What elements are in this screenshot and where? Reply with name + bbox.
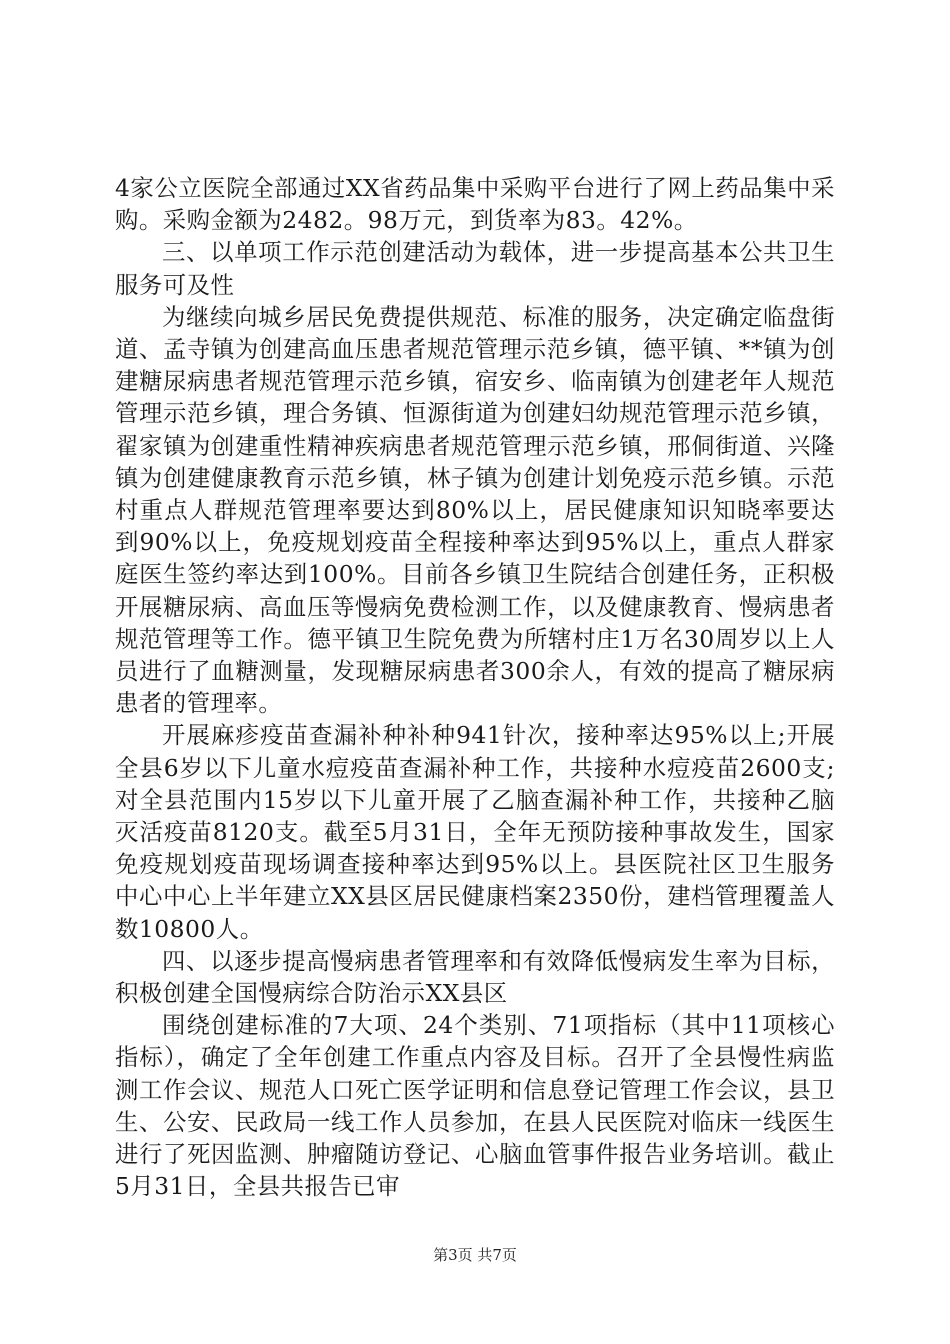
- paragraph-vaccination: 开展麻疹疫苗查漏补种补种941针次，接种率达95%以上;开展全县6岁以下儿童水痘疫苗查漏补种工作，共接种水痘疫苗2600支;对全县范围内15岁以下儿童开展了乙脑查漏补种工作，共接种乙脑灭活疫苗8120支。截至5月31日，全年无预防接种事故发生，国家免疫规划疫苗现场调查接种率达到95%以上。县医院社区卫生服务中心中心上半年建立XX县区居民健康档案2350份，建档管理覆盖人数10800人。: [115, 721, 835, 943]
- section-heading-3: 三、以单项工作示范创建活动为载体，进一步提高基本公共卫生服务可及性: [115, 238, 835, 299]
- paragraph-procurement: 4家公立医院全部通过XX省药品集中采购平台进行了网上药品集中采购。采购金额为2482。98万元，到货率为83。42%。: [115, 174, 835, 235]
- document-body: [115, 172, 835, 1203]
- paragraph-chronic-disease: 围绕创建标准的7大项、24个类别、71项指标（其中11项核心指标），确定了全年创建工作重点内容及目标。召开了全县慢性病监测工作会议、规范人口死亡医学证明和信息登记管理工作会议，县卫生、公安、民政局一线工作人员参加，在县人民医院对临床一线医生进行了死因监测、肿瘤随访登记、心脑血管事件报告业务培训。截止5月31日，全县共报告已审: [115, 1011, 835, 1201]
- paragraph-demonstration-towns: 为继续向城乡居民免费提供规范、标准的服务，决定确定临盘街道、孟寺镇为创建高血压患者规范管理示范乡镇，德平镇、**镇为创建糖尿病患者规范管理示范乡镇，宿安乡、临南镇为创建老年人规范管理示范乡镇，理合务镇、恒源街道为创建妇幼规范管理示范乡镇，翟家镇为创建重性精神疾病患者规范管理示范乡镇，邢侗街道、兴隆镇为创建健康教育示范乡镇，林子镇为创建计划免疫示范乡镇。示范村重点人群规范管理率要达到80%以上，居民健康知识知晓率要达到90%以上，免疫规划疫苗全程接种率达到95%以上，重点人群家庭医生签约率达到100%。目前各乡镇卫生院结合创建任务，正积极开展糖尿病、高血压等慢病免费检测工作，以及健康教育、慢病患者规范管理等工作。德平镇卫生院免费为所辖村庄1万名30周岁以上人员进行了血糖测量，发现糖尿病患者300余人，有效的提高了糖尿病患者的管理率。: [115, 302, 835, 718]
- page-footer: 第3页 共7页: [433, 1246, 517, 1264]
- section-heading-4: 四、以逐步提高慢病患者管理率和有效降低慢病发生率为目标，积极创建全国慢病综合防治示XX县区: [115, 946, 835, 1008]
